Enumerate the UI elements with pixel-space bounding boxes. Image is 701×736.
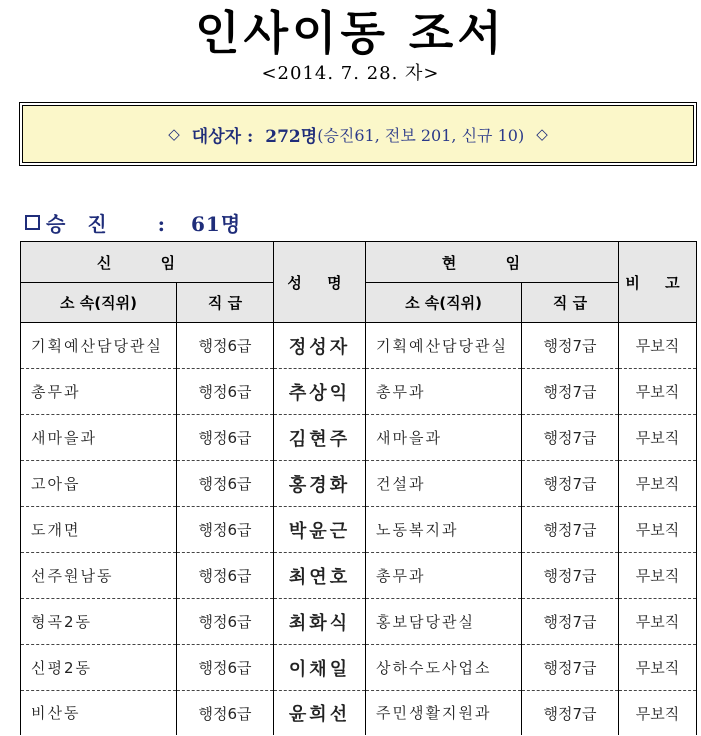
cur-dept-cell: 건설과 [366, 461, 522, 507]
new-grade-cell: 행정6급 [177, 599, 274, 645]
cur-grade-cell: 행정7급 [522, 507, 619, 553]
cur-grade-cell: 행정7급 [522, 553, 619, 599]
new-grade-cell: 행정6급 [177, 691, 274, 736]
cur-grade-cell: 행정7급 [522, 461, 619, 507]
cur-grade-cell: 행정7급 [522, 369, 619, 415]
diamond-left-icon: ◇ [168, 125, 180, 143]
note-cell: 무보직 [619, 553, 697, 599]
cur-dept-cell: 총무과 [366, 553, 522, 599]
summary-box [19, 102, 697, 166]
table-row [21, 645, 697, 691]
new-dept-cell: 비산동 [21, 691, 177, 736]
header-cur-grade: 직 급 [522, 283, 619, 323]
new-dept-cell: 기획예산담당관실 [21, 323, 177, 369]
header-cur-dept: 소 속(직위) [366, 283, 522, 323]
name-cell: 박윤근 [274, 507, 366, 553]
note-cell: 무보직 [619, 645, 697, 691]
cur-dept-cell: 상하수도사업소 [366, 645, 522, 691]
table-row [21, 461, 697, 507]
table-row [21, 369, 697, 415]
new-grade-cell: 행정6급 [177, 369, 274, 415]
header-new-post: 신 임 [21, 242, 274, 283]
new-dept-cell: 도개면 [21, 507, 177, 553]
note-cell: 무보직 [619, 691, 697, 736]
name-cell: 홍경화 [274, 461, 366, 507]
new-grade-cell: 행정6급 [177, 645, 274, 691]
cur-grade-cell: 행정7급 [522, 645, 619, 691]
new-dept-cell: 고아읍 [21, 461, 177, 507]
personnel-table [20, 241, 697, 735]
note-cell: 무보직 [619, 323, 697, 369]
new-grade-cell: 행정6급 [177, 553, 274, 599]
table-row [21, 599, 697, 645]
new-dept-cell: 형곡2동 [21, 599, 177, 645]
section-count: 61명 [191, 212, 242, 236]
note-cell: 무보직 [619, 369, 697, 415]
table-row [21, 553, 697, 599]
cur-dept-cell: 새마을과 [366, 415, 522, 461]
new-dept-cell: 신평2동 [21, 645, 177, 691]
table-row [21, 507, 697, 553]
name-cell: 최화식 [274, 599, 366, 645]
cur-grade-cell: 행정7급 [522, 691, 619, 736]
note-cell: 무보직 [619, 461, 697, 507]
name-cell: 최연호 [274, 553, 366, 599]
name-cell: 윤희선 [274, 691, 366, 736]
cur-dept-cell: 기획예산담당관실 [366, 323, 522, 369]
effective-date: <2014. 7. 28. 자> [261, 63, 440, 84]
diamond-right-icon: ◇ [536, 125, 548, 143]
new-dept-cell: 새마을과 [21, 415, 177, 461]
summary-total: 272명 [265, 126, 318, 147]
checkbox-square-icon [25, 215, 40, 230]
note-cell: 무보직 [619, 599, 697, 645]
name-cell: 이채일 [274, 645, 366, 691]
cur-grade-cell: 행정7급 [522, 599, 619, 645]
table-row [21, 415, 697, 461]
section-label: 승진 : [46, 212, 187, 236]
header-remarks: 비 고 [619, 242, 697, 323]
summary-detail: (승진61, 전보 201, 신규 10) [317, 125, 525, 145]
header-new-dept: 소 속(직위) [21, 283, 177, 323]
new-grade-cell: 행정6급 [177, 461, 274, 507]
header-current-post: 현 임 [366, 242, 619, 283]
new-dept-cell: 선주원남동 [21, 553, 177, 599]
header-name: 성 명 [274, 242, 366, 323]
name-cell: 김현주 [274, 415, 366, 461]
note-cell: 무보직 [619, 415, 697, 461]
summary-label: 대상자 : [191, 126, 254, 147]
cur-dept-cell: 홍보담당관실 [366, 599, 522, 645]
table-row [21, 323, 697, 369]
header-new-grade: 직 급 [177, 283, 274, 323]
cur-dept-cell: 노동복지과 [366, 507, 522, 553]
document-title: 인사이동 조서 [195, 6, 506, 60]
new-grade-cell: 행정6급 [177, 415, 274, 461]
name-cell: 추상익 [274, 369, 366, 415]
table-row [21, 691, 697, 736]
note-cell: 무보직 [619, 507, 697, 553]
name-cell: 정성자 [274, 323, 366, 369]
section-heading [25, 208, 241, 237]
cur-dept-cell: 총무과 [366, 369, 522, 415]
new-grade-cell: 행정6급 [177, 323, 274, 369]
summary-content [22, 105, 694, 163]
new-grade-cell: 행정6급 [177, 507, 274, 553]
cur-grade-cell: 행정7급 [522, 415, 619, 461]
cur-dept-cell: 주민생활지원과 [366, 691, 522, 736]
new-dept-cell: 총무과 [21, 369, 177, 415]
cur-grade-cell: 행정7급 [522, 323, 619, 369]
